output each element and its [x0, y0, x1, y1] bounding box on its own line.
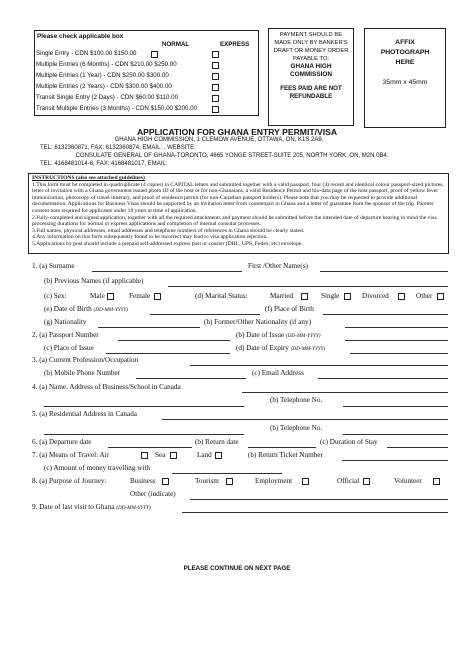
last-visit-text: 9. Date of last visit to Ghana [32, 503, 115, 511]
label-former-nationality: (h) Former/Other Nationality (if any) [204, 318, 311, 326]
label-male: Male [90, 292, 105, 300]
nationality-field[interactable] [98, 327, 200, 328]
last-visit-format: (DD-MM-YYYY) [116, 505, 151, 511]
photo-title [365, 38, 445, 68]
surname-field[interactable] [92, 271, 242, 272]
instruction-item: 5.Applications by post should include a prepaid self-addressed express post or courier (DHL, UPS, Fedex, etc) envelope. [32, 240, 303, 247]
label-business-address: 4. (a) Name, Address of Business/School in Canada [32, 383, 181, 391]
previous-names-field[interactable] [168, 286, 448, 287]
checkbox-express[interactable] [212, 62, 219, 69]
email-field[interactable] [318, 378, 448, 379]
label-sex: (c) Sex: [44, 292, 67, 300]
fee-label: Transit Multiple Entries (3 Months) - CDN $150.00 $200.00 [36, 105, 198, 112]
residential-phone-field[interactable] [343, 434, 448, 435]
business-address-field-2[interactable] [44, 406, 244, 407]
checkbox-express[interactable] [212, 95, 219, 102]
label-other-indicate: Other (indicate) [130, 490, 176, 498]
checkbox-express[interactable] [212, 73, 219, 80]
label-single: Single [321, 292, 340, 300]
fee-heading: Please check applicable box [37, 33, 124, 40]
payee-line: GHANA HIGH [290, 63, 332, 70]
label-place-of-birth: (f) Place of Birth [265, 305, 314, 313]
residential-address-field-2[interactable] [44, 434, 244, 435]
first-name-field[interactable] [320, 271, 448, 272]
last-visit-field[interactable] [182, 512, 448, 513]
fee-col-normal: NORMAL [162, 41, 190, 48]
doe-format: (DD-MM-YYYY) [290, 346, 326, 352]
checkbox-married[interactable] [301, 293, 308, 300]
label-return-ticket: (b) Return Ticket Number [248, 451, 323, 459]
label-place-of-issue: (c) Place of Issue [44, 344, 94, 352]
checkbox-official[interactable] [363, 478, 370, 485]
fee-row-6m [36, 61, 177, 68]
passport-number-field[interactable] [118, 340, 230, 341]
fee-row-single [36, 50, 136, 57]
header-line-3: CONSULATE GENERAL OF GHANA-TORONTO, 4665 YONGE STREET-SUITE 205, NORTH YORK, ON, M2N 0B4. [75, 153, 389, 159]
label-email: (c) Email Address [252, 369, 304, 377]
label-female: Female [129, 292, 151, 300]
checkbox-normal[interactable] [151, 51, 158, 58]
fee-row-transit-multi [36, 105, 197, 112]
payment-line: DRAFT OR MONEY ORDER [273, 48, 349, 54]
label-date-of-expiry [236, 344, 325, 352]
business-address-field[interactable] [242, 392, 448, 393]
label-passport-number: 2. (a) Passport Number [32, 331, 99, 339]
residential-address-field[interactable] [162, 419, 448, 420]
checkbox-volunteer[interactable] [433, 478, 440, 485]
label-volunteer: Volunteer [394, 477, 422, 485]
fee-col-express: EXPRESS [220, 41, 250, 48]
header-line-2: TEL: 6132360871, FAX: 6132360874, EMAIL: , WEBSITE: [40, 145, 196, 151]
label-residential-address: 5. (a) Residential Address in Canada [32, 410, 137, 418]
fees-note [269, 85, 353, 101]
instruction-item: 2.Fully-completed and signed application, together with all the required attachments and payment should be submitted before the intended date of departure bearing in mind the visa processing durations for normal or express applications and completion of internal consular processes. [32, 214, 437, 228]
fee-row-1y [36, 72, 169, 79]
dob-format: (DD-MM-YYYY) [93, 307, 129, 313]
label-married: Married [270, 292, 294, 300]
checkbox-express[interactable] [212, 106, 219, 113]
checkbox-male[interactable] [107, 293, 114, 300]
date-of-issue-field[interactable] [345, 340, 448, 341]
doi-text: (b) Date of Issue [236, 331, 285, 339]
checkbox-employment[interactable] [302, 478, 309, 485]
payment-line: PAYMENT SHOULD BE [279, 32, 343, 38]
instructions-box [28, 173, 449, 254]
label-tourism: Tourism [195, 477, 219, 485]
payment-box [268, 28, 354, 126]
photo-title-line: PHOTOGRAPH [380, 49, 430, 56]
label-official: Official [337, 477, 360, 485]
instructions-title: INSTRUCTIONS (also see attached guidelines) [32, 175, 145, 181]
fee-row-2y [36, 83, 172, 90]
label-business-phone: (b) Telephone No. [270, 396, 323, 404]
fee-label: Multiple Entries (1 Year) - CDN $250.00 $300.00 [36, 72, 169, 79]
instruction-item: 3.Full names, physical addresses, email addresses and telephone numbers of references in Ghana should be clearly stated. [32, 227, 305, 234]
label-profession: 3. (a) Current Profession/Occupation [32, 356, 139, 364]
label-marital: (d) Marital Status: [195, 292, 248, 300]
money-field[interactable] [172, 473, 282, 474]
checkbox-divorced[interactable] [398, 293, 405, 300]
return-date-field[interactable] [248, 447, 316, 448]
label-divorced: Divorced [362, 292, 389, 300]
fee-label: Single Entry - CDN $100.00 $150.00 [36, 50, 137, 57]
checkbox-female[interactable] [154, 293, 161, 300]
label-means-of-travel: 7. (a) Means of Travel: Air [32, 451, 110, 459]
header-line-4: TEL: 4168481014-6, FAX: 4168481017, EMAIL: [40, 161, 168, 167]
label-business: Business [130, 477, 156, 485]
return-ticket-field[interactable] [342, 460, 448, 461]
instruction-item: 1.This form must be completed in quadruplicate (4 copies) in CAPITAL letters and submitted together with a valid passport, four (4) recent and identical colour passport-sized pictures, letter of invitation with a Ghana government issued photo ID of the host or for non-Ghanaians, a valid Residence Permit and bio-data page of the host passport, proof of yellow fever immunization, photocopy of travel itinerary, and proof of residence permit (for non-Canadian passport holders). Please note that you may be requested to provide additional documentation. Applications for Business Visas should be supported by an invitation letter from counterpart in Ghana and a letter of guarantee from the sponsor of the trip. Parents' consent note required for applicants under 18 years at time of application. [32, 181, 444, 214]
place-of-issue-field[interactable] [106, 353, 230, 354]
departure-field[interactable] [108, 447, 192, 448]
former-nationality-field[interactable] [345, 327, 448, 328]
label-sea: Sea [155, 451, 166, 459]
label-surname: 1. (a) Surname [32, 262, 75, 270]
checkbox-business[interactable] [162, 478, 169, 485]
label-dob [44, 305, 128, 313]
mobile-field[interactable] [136, 378, 246, 379]
label-money: (c) Amount of money travelling with [44, 464, 150, 472]
checkbox-other-marital[interactable] [437, 293, 444, 300]
label-mobile: (b) Mobile Phone Number [44, 369, 121, 377]
fees-note-line: FEES PAID ARE NOT [280, 85, 342, 92]
date-of-expiry-field[interactable] [350, 353, 448, 354]
label-departure: 6. (a) Departure date [32, 438, 92, 446]
header-line-1: GHANA HIGH COMMISSION, 1 CLEMOW AVENUE, OTTAWA, ON, K1S 2A9. [114, 137, 324, 143]
label-first-name: First /Other Name(s) [248, 262, 308, 270]
photo-size: 35mm x 45mm [382, 79, 428, 86]
label-employment: Employment [255, 477, 293, 485]
label-return-date: (b) Return date [195, 438, 239, 446]
checkbox-sea[interactable] [170, 452, 177, 459]
payment-line: MADE ONLY BY BANKER'S [274, 40, 348, 46]
checkbox-express[interactable] [212, 51, 219, 58]
fee-label: Multiple Entries (6 Months) - CDN $210.00 $250.00 [36, 61, 177, 68]
place-of-birth-field[interactable] [323, 314, 448, 315]
dob-field[interactable] [150, 314, 260, 315]
photo-box [364, 28, 446, 128]
photo-title-line: AFFIX [395, 39, 415, 46]
checkbox-express[interactable] [212, 84, 219, 91]
checkbox-land[interactable] [215, 452, 222, 459]
label-date-of-issue [236, 331, 321, 339]
photo-title-line: HERE [395, 59, 415, 66]
label-duration: (c) Duration of Stay [320, 438, 378, 446]
instruction-item: 4.Any information on this form subsequently found to be incorrect may lead to visa application rejection. [32, 234, 268, 241]
business-phone-field[interactable] [343, 406, 448, 407]
other-purpose-field[interactable] [190, 499, 448, 500]
dob-text: (e) Date of Birth [44, 305, 92, 313]
doe-text: (d) Date of Expiry [236, 344, 289, 352]
label-previous-names: (b) Previous Names (if applicable) [44, 277, 144, 285]
label-land: Land [197, 451, 212, 459]
label-purpose: 8. (a) Purpose of Journey: [32, 477, 107, 485]
page-title: APPLICATION FOR GHANA ENTRY PERMIT/VISA [136, 127, 338, 137]
payee [269, 63, 353, 79]
profession-field[interactable] [190, 365, 448, 366]
fee-label: Multiple Entries (2 Years) - CDN $300.00 $400.00 [36, 83, 172, 90]
checkbox-tourism[interactable] [226, 478, 233, 485]
fee-label: Transit Single Entry (2 Days) - CDN $60.00 $110.00 [36, 94, 179, 101]
fees-note-line: REFUNDABLE [289, 93, 333, 100]
duration-field[interactable] [387, 447, 448, 448]
label-residential-phone: (b) Telephone No. [270, 424, 323, 432]
checkbox-air[interactable] [141, 452, 148, 459]
label-last-visit [32, 503, 151, 511]
checkbox-single[interactable] [344, 293, 351, 300]
doi-format: (DD-MM-YYYY) [285, 333, 321, 339]
payment-line: PAYABLE TO: [292, 56, 330, 62]
continue-note: PLEASE CONTINUE ON NEXT PAGE [183, 565, 291, 572]
label-nationality: (g) Nationality [44, 318, 87, 326]
fee-row-transit [36, 94, 178, 101]
payee-line: COMMISSION [290, 71, 332, 78]
label-other-marital: Other [416, 292, 433, 300]
